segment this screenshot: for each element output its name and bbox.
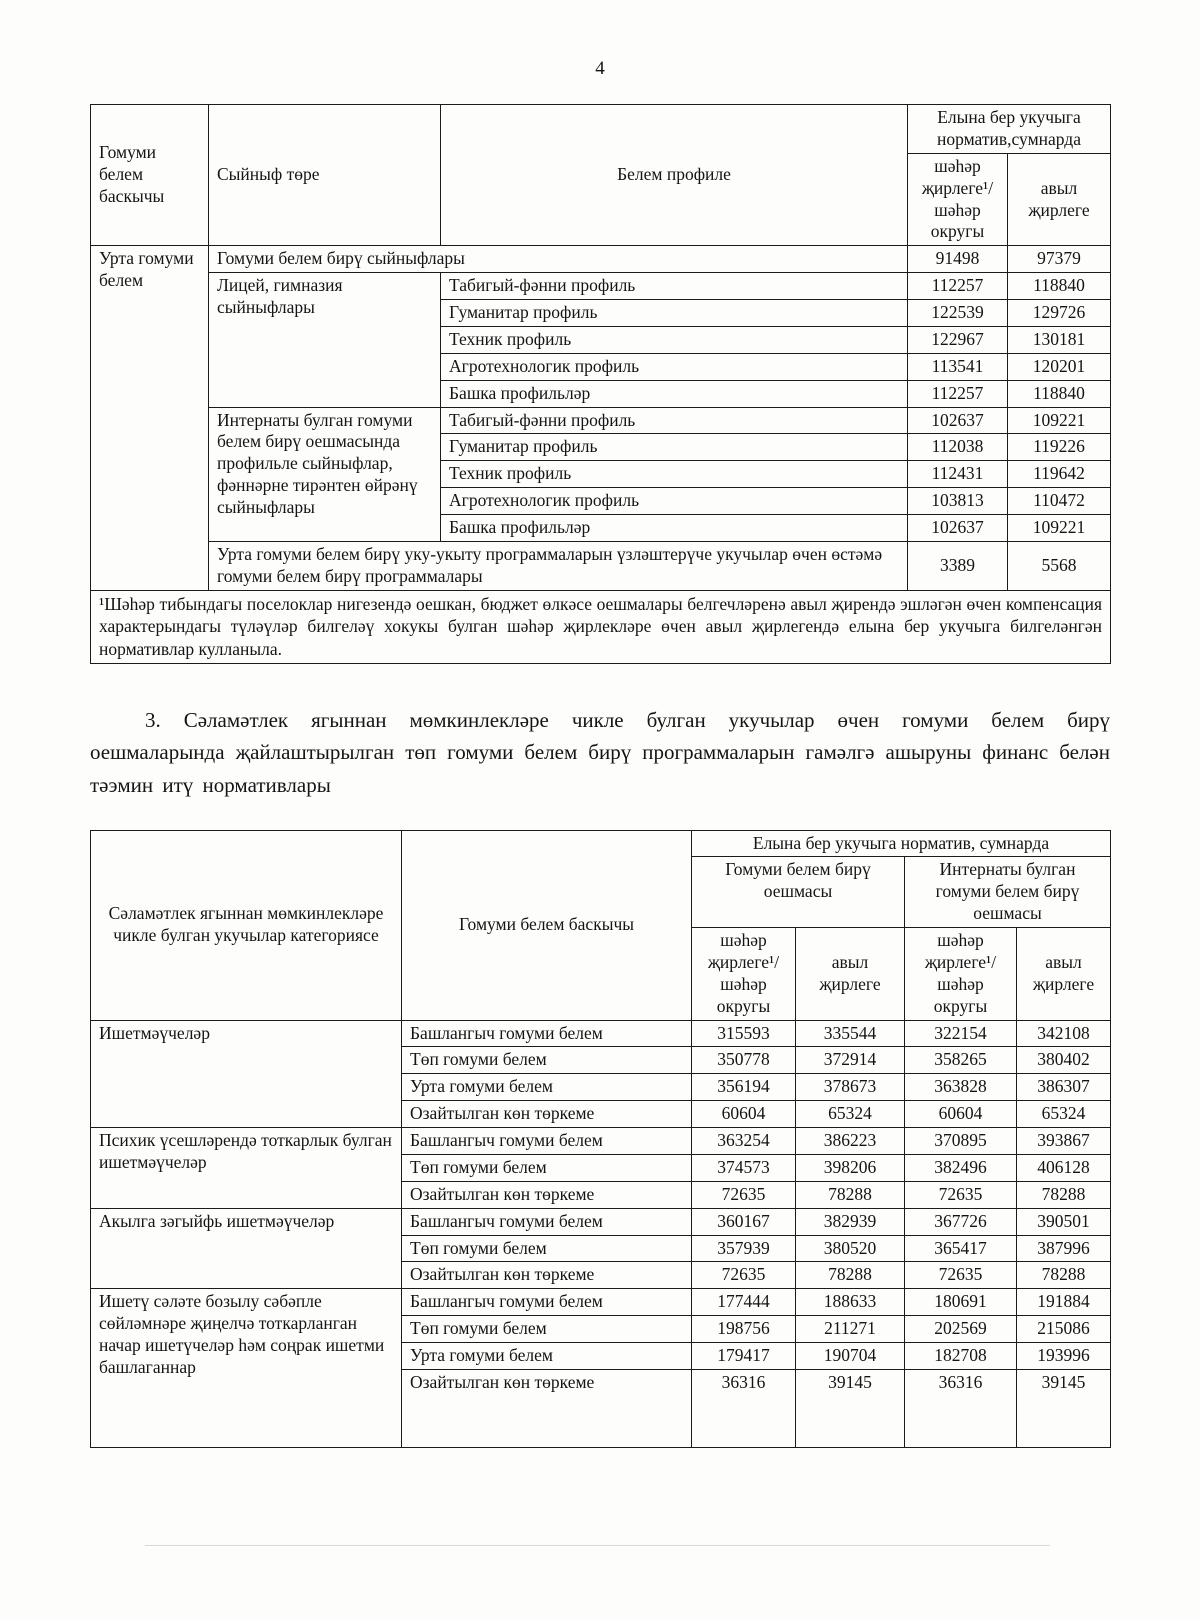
header-row-1	[91, 830, 1111, 857]
header-cell-urban: шәһәр җирлеге¹/ шәһәр округы	[908, 153, 1008, 246]
level-cell: Төп гомуми белем	[402, 1047, 692, 1074]
value-cell: 398206	[796, 1154, 905, 1181]
value-cell: 118840	[1008, 273, 1111, 300]
value-cell: 39145	[796, 1369, 905, 1447]
profile-cell: Техник профиль	[441, 461, 908, 488]
value-cell: 119226	[1008, 434, 1111, 461]
value-cell: 386223	[796, 1128, 905, 1155]
value-cell: 112431	[908, 461, 1008, 488]
value-cell: 335544	[796, 1020, 905, 1047]
value-cell: 110472	[1008, 488, 1111, 515]
class-type-cell: Лицей, гимназия сыйныфлары	[209, 273, 441, 407]
value-cell: 129726	[1008, 300, 1111, 327]
value-cell: 78288	[1017, 1181, 1111, 1208]
value-cell: 102637	[908, 515, 1008, 542]
level-cell: Урта гомуми белем	[402, 1343, 692, 1370]
value-cell: 39145	[1017, 1369, 1111, 1447]
value-cell: 382496	[905, 1154, 1017, 1181]
level-cell: Урта гомуми белем	[402, 1074, 692, 1101]
header-cell-level: Гомуми белем баскычы	[402, 830, 692, 1020]
value-cell: 109221	[1008, 407, 1111, 434]
header-cell-rural: авыл җирлеге	[796, 928, 905, 1021]
value-cell: 102637	[908, 407, 1008, 434]
table-row	[91, 1020, 1111, 1047]
value-cell: 387996	[1017, 1235, 1111, 1262]
value-cell: 122539	[908, 300, 1008, 327]
level-cell: Озайтылган көн төркеме	[402, 1262, 692, 1289]
value-cell: 342108	[1017, 1020, 1111, 1047]
level-cell: Төп гомуми белем	[402, 1154, 692, 1181]
secondary-education-normatives-table	[90, 104, 1111, 664]
scan-artifact-line	[145, 1545, 1050, 1546]
value-cell: 3389	[908, 541, 1008, 590]
value-cell: 374573	[692, 1154, 796, 1181]
class-type-cell: Интернаты булган гомуми белем бирү оешмасында профильле сыйныфлар, фәннәрне тирәнтен өйрәнү сыйныфлары	[209, 407, 441, 541]
value-cell: 315593	[692, 1020, 796, 1047]
table-row	[91, 407, 1111, 434]
value-cell: 65324	[796, 1101, 905, 1128]
value-cell: 72635	[905, 1181, 1017, 1208]
value-cell: 36316	[692, 1369, 796, 1447]
header-cell-urban: шәһәр җирлеге¹/ шәһәр округы	[905, 928, 1017, 1021]
value-cell: 406128	[1017, 1154, 1111, 1181]
value-cell: 179417	[692, 1343, 796, 1370]
value-cell: 78288	[1017, 1262, 1111, 1289]
level-cell: Озайтылган көн төркеме	[402, 1369, 692, 1447]
footnote-row	[91, 590, 1111, 663]
value-cell: 215086	[1017, 1316, 1111, 1343]
value-cell: 60604	[692, 1101, 796, 1128]
value-cell: 202569	[905, 1316, 1017, 1343]
profile-cell: Агротехнологик профиль	[441, 488, 908, 515]
table-footnote: ¹Шәһәр тибындагы поселоклар нигезендә оешкан, бюджет өлкәсе оешмалары белгечләренә авыл җирендә эшләгән өчен компенсация характерындагы түләүләр билгеләү хокукы булган шәһәр җирлекләре өчен авыл җирлегендә елына бер укучыга билгеләнгән нормативлар кулланыла.	[91, 590, 1111, 663]
value-cell: 322154	[905, 1020, 1017, 1047]
value-cell: 363254	[692, 1128, 796, 1155]
value-cell: 350778	[692, 1047, 796, 1074]
value-cell: 60604	[905, 1101, 1017, 1128]
value-cell: 386307	[1017, 1074, 1111, 1101]
level-cell: Башлангыч гомуми белем	[402, 1208, 692, 1235]
header-cell-class-type: Сыйныф төре	[209, 105, 441, 246]
value-cell: 370895	[905, 1128, 1017, 1155]
value-cell: 78288	[796, 1181, 905, 1208]
header-cell-level: Гомуми белем баскычы	[91, 105, 209, 246]
value-cell: 72635	[692, 1262, 796, 1289]
profile-cell: Башка профильләр	[441, 380, 908, 407]
value-cell: 65324	[1017, 1101, 1111, 1128]
value-cell: 193996	[1017, 1343, 1111, 1370]
header-cell-org: Гомуми белем бирү оешмасы	[692, 857, 905, 928]
profile-cell: Техник профиль	[441, 326, 908, 353]
value-cell: 72635	[692, 1181, 796, 1208]
table-row	[91, 273, 1111, 300]
level-cell: Төп гомуми белем	[402, 1235, 692, 1262]
level-cell: Башлангыч гомуми белем	[402, 1128, 692, 1155]
value-cell: 119642	[1008, 461, 1111, 488]
profile-cell: Табигый-фәнни профиль	[441, 273, 908, 300]
section-3-heading: 3. Сәламәтлек ягыннан мөмкинлекләре чикле булган укучылар өчен гомуми белем бирү оешмаларында җайлаштырылган төп гомуми белем бирү программаларын гамәлгә ашыруны финанс белән тәэмин итү нормативлары	[90, 707, 1110, 797]
profile-cell: Башка профильләр	[441, 515, 908, 542]
header-cell-category: Сәламәтлек ягыннан мөмкинлекләре чикле булган укучылар категориясе	[91, 830, 402, 1020]
profile-cell: Агротехнологик профиль	[441, 353, 908, 380]
value-cell: 356194	[692, 1074, 796, 1101]
level-cell: Төп гомуми белем	[402, 1316, 692, 1343]
category-cell: Акылга зәгыйфь ишетмәүчеләр	[91, 1208, 402, 1289]
table-row	[91, 1208, 1111, 1235]
label-cell: Урта гомуми белем бирү уку-укыту программаларын үзләштерүче укучылар өчен өстәмә гомуми белем бирү программалары	[209, 541, 908, 590]
value-cell: 5568	[1008, 541, 1111, 590]
value-cell: 112257	[908, 273, 1008, 300]
level-cell: Башлангыч гомуми белем	[402, 1020, 692, 1047]
header-row-1	[91, 105, 1111, 154]
level-cell: Озайтылган көн төркеме	[402, 1101, 692, 1128]
value-cell: 182708	[905, 1343, 1017, 1370]
table-row	[91, 246, 1111, 273]
category-cell: Ишетү сәләте бозылу сәбәпле сөйләмнәре җиңелчә тоткарланган начар ишетүчеләр һәм соңрак ишетми башлаганнар	[91, 1289, 402, 1448]
table-row	[91, 1289, 1111, 1316]
value-cell: 198756	[692, 1316, 796, 1343]
value-cell: 378673	[796, 1074, 905, 1101]
value-cell: 112257	[908, 380, 1008, 407]
profile-cell: Гуманитар профиль	[441, 434, 908, 461]
header-cell-normative: Елына бер укучыга норматив, сумнарда	[692, 830, 1111, 857]
value-cell: 118840	[1008, 380, 1111, 407]
level-cell: Озайтылган көн төркеме	[402, 1181, 692, 1208]
value-cell: 78288	[796, 1262, 905, 1289]
value-cell: 113541	[908, 353, 1008, 380]
value-cell: 360167	[692, 1208, 796, 1235]
value-cell: 363828	[905, 1074, 1017, 1101]
value-cell: 393867	[1017, 1128, 1111, 1155]
table-row	[91, 541, 1111, 590]
value-cell: 120201	[1008, 353, 1111, 380]
value-cell: 188633	[796, 1289, 905, 1316]
header-cell-profile: Белем профиле	[441, 105, 908, 246]
value-cell: 180691	[905, 1289, 1017, 1316]
header-cell-boarding-org: Интернаты булган гомуми белем бирү оешмасы	[905, 857, 1111, 928]
level-cell: Башлангыч гомуми белем	[402, 1289, 692, 1316]
value-cell: 177444	[692, 1289, 796, 1316]
value-cell: 365417	[905, 1235, 1017, 1262]
header-cell-urban: шәһәр җирлеге¹/ шәһәр округы	[692, 928, 796, 1021]
header-cell-normative: Елына бер укучыга норматив,сумнарда	[908, 105, 1111, 154]
value-cell: 367726	[905, 1208, 1017, 1235]
category-cell: Ишетмәүчеләр	[91, 1020, 402, 1128]
table-row	[91, 1128, 1111, 1155]
label-cell: Гомуми белем бирү сыйныфлары	[209, 246, 908, 273]
value-cell: 130181	[1008, 326, 1111, 353]
value-cell: 97379	[1008, 246, 1111, 273]
value-cell: 390501	[1017, 1208, 1111, 1235]
value-cell: 382939	[796, 1208, 905, 1235]
category-cell: Психик үсешләрендә тоткарлык булган ишетмәүчеләр	[91, 1128, 402, 1209]
disability-categories-normatives-table	[90, 830, 1111, 1448]
value-cell: 191884	[1017, 1289, 1111, 1316]
value-cell: 122967	[908, 326, 1008, 353]
value-cell: 36316	[905, 1369, 1017, 1447]
value-cell: 72635	[905, 1262, 1017, 1289]
value-cell: 112038	[908, 434, 1008, 461]
value-cell: 211271	[796, 1316, 905, 1343]
value-cell: 109221	[1008, 515, 1111, 542]
value-cell: 380402	[1017, 1047, 1111, 1074]
level-cell: Урта гомуми белем	[91, 246, 209, 590]
header-cell-rural: авыл җирлеге	[1008, 153, 1111, 246]
header-cell-rural: авыл җирлеге	[1017, 928, 1111, 1021]
value-cell: 380520	[796, 1235, 905, 1262]
value-cell: 358265	[905, 1047, 1017, 1074]
profile-cell: Гуманитар профиль	[441, 300, 908, 327]
value-cell: 103813	[908, 488, 1008, 515]
value-cell: 91498	[908, 246, 1008, 273]
value-cell: 190704	[796, 1343, 905, 1370]
value-cell: 372914	[796, 1047, 905, 1074]
profile-cell: Табигый-фәнни профиль	[441, 407, 908, 434]
value-cell: 357939	[692, 1235, 796, 1262]
page-number: 4	[595, 58, 605, 79]
